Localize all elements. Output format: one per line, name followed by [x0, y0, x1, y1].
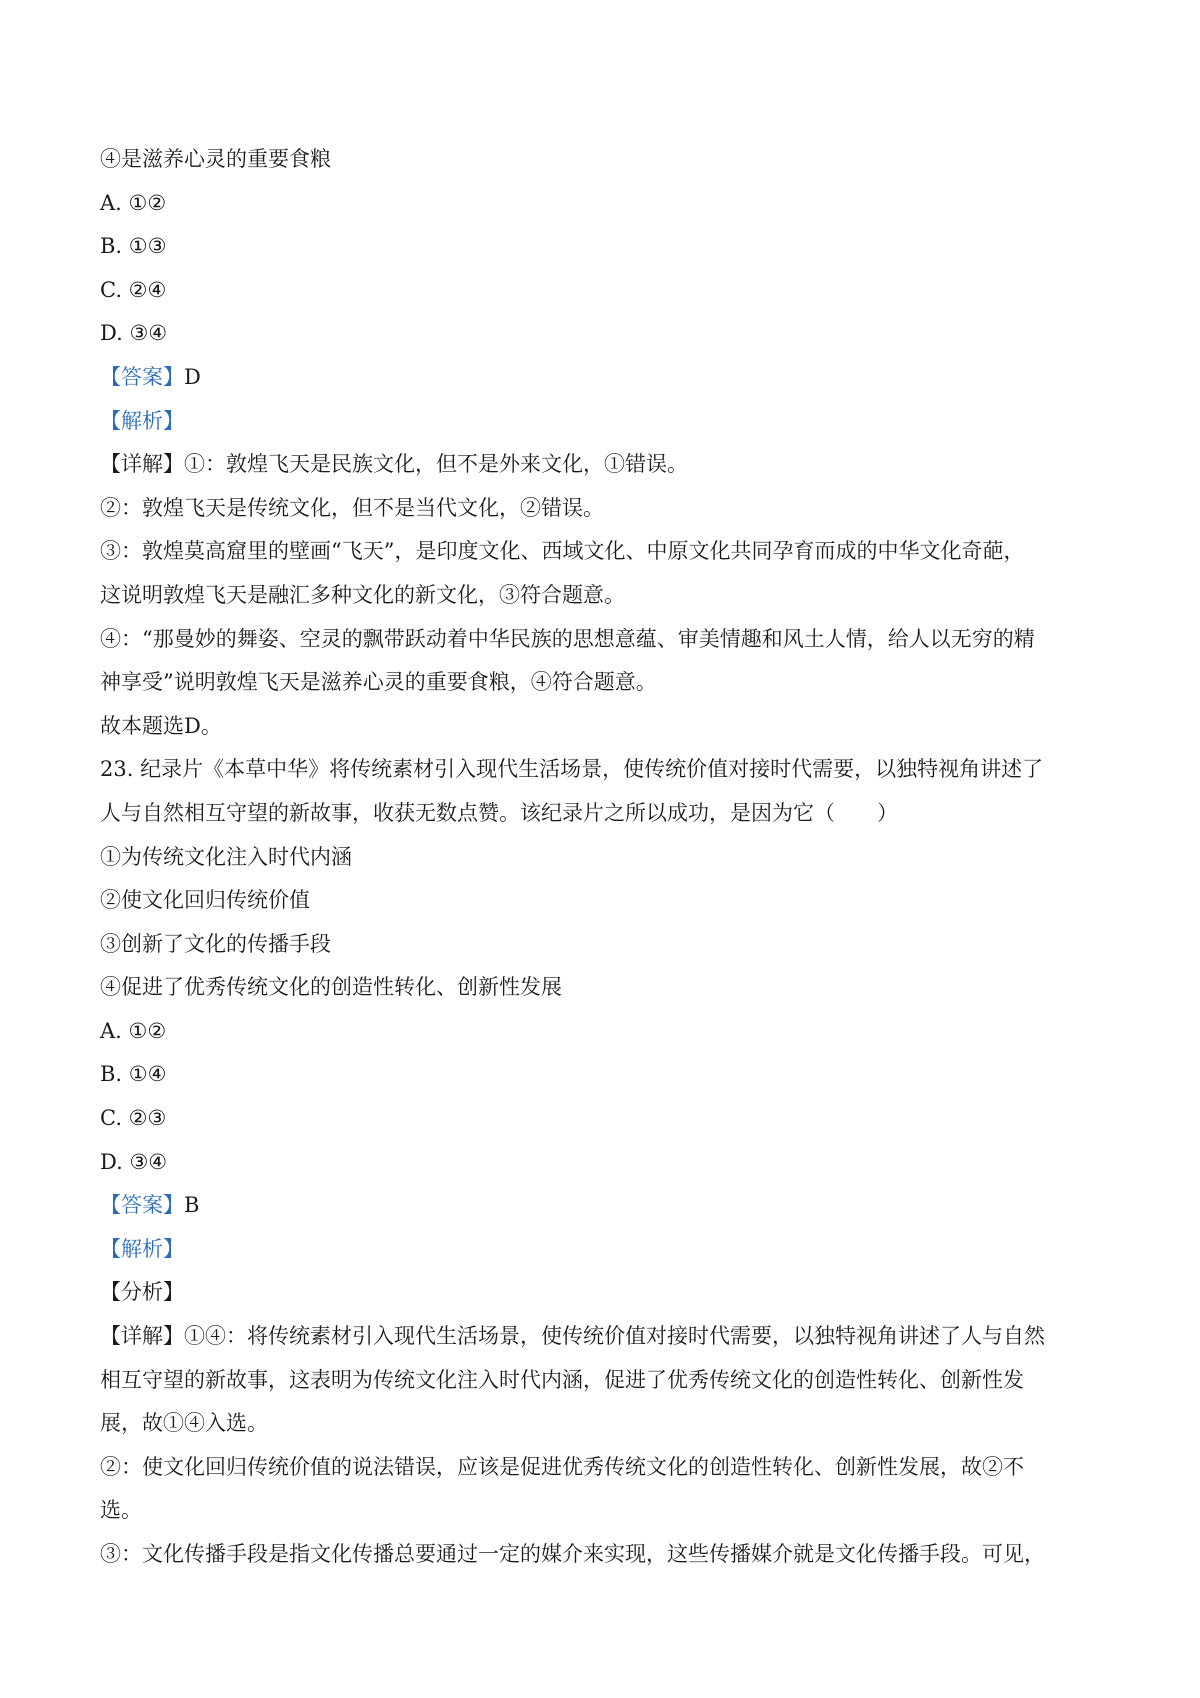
- q23-detail-line-4: ②：使文化回归传统价值的说法错误，应该是促进优秀传统文化的创造性转化、创新性发展，故②不: [100, 1454, 1024, 1479]
- q23-choice-a: A. ①②: [100, 1018, 167, 1043]
- q22-choice-c: C. ②④: [100, 277, 167, 302]
- q22-detail-line-5: ④：“那曼妙的舞姿、空灵的飘带跃动着中华民族的思想意蕴、审美情趣和风土人情，给人以无穷的精: [100, 626, 1035, 651]
- q23-fenxi-tag: 【分析】: [100, 1280, 184, 1305]
- answer-value: B: [184, 1193, 200, 1218]
- q22-answer: [100, 356, 1110, 400]
- q23-stem-line-1: 23. 纪录片《本草中华》将传统素材引入现代生活场景，使传统价值对接时代需要，以独特视角讲述了: [100, 757, 1044, 782]
- q23-detail-line-3: 展，故①④入选。: [100, 1411, 268, 1436]
- detail-text: ①④：将传统素材引入现代生活场景，使传统价值对接时代需要，以独特视角讲述了人与自然: [184, 1324, 1045, 1349]
- q22-choice-d: D. ③④: [100, 321, 168, 346]
- q23-detail-line-2: 相互守望的新故事，这表明为传统文化注入时代内涵，促进了优秀传统文化的创造性转化、创新性发: [100, 1367, 1024, 1392]
- q23-choice-b: B. ①④: [100, 1062, 167, 1087]
- q22-statement-4: ④是滋养心灵的重要食粮: [100, 147, 331, 171]
- answer-value: D: [184, 364, 201, 389]
- q23-analysis-tag: 【解析】: [100, 1236, 184, 1261]
- q23-choice-c: C. ②③: [100, 1106, 167, 1131]
- q23-statement-3: ③创新了文化的传播手段: [100, 931, 331, 956]
- q22-choice-b: B. ①③: [100, 234, 167, 259]
- detail-tag: 【详解】: [100, 1324, 184, 1349]
- answer-tag: 【答案】: [100, 1193, 184, 1218]
- q23-statement-4: ④促进了优秀传统文化的创造性转化、创新性发展: [100, 975, 562, 1000]
- q23-statement-2: ②使文化回归传统价值: [100, 888, 310, 913]
- detail-text: ①：敦煌飞天是民族文化，但不是外来文化，①错误。: [184, 452, 688, 477]
- q23-stem-line-2: 人与自然相互守望的新故事，收获无数点赞。该纪录片之所以成功，是因为它（ ）: [100, 800, 898, 825]
- q22-conclusion: 故本题选D。: [100, 713, 222, 738]
- q23-statement-1: ①为传统文化注入时代内涵: [100, 844, 352, 869]
- answer-tag: 【答案】: [100, 364, 184, 389]
- detail-tag: 【详解】: [100, 452, 184, 477]
- q23-detail-line-1: [100, 1315, 1110, 1359]
- q23-answer: [100, 1184, 1110, 1228]
- q22-detail-line-1: [100, 443, 1110, 487]
- q22-choice-a: A. ①②: [100, 190, 167, 215]
- q22-analysis-tag: 【解析】: [100, 408, 184, 433]
- q22-detail-line-6: 神享受”说明敦煌飞天是滋养心灵的重要食粮，④符合题意。: [100, 670, 657, 695]
- q22-detail-line-4: 这说明敦煌飞天是融汇多种文化的新文化，③符合题意。: [100, 582, 625, 607]
- document-content: [100, 138, 1110, 1577]
- q23-detail-line-5: 选。: [100, 1498, 142, 1523]
- q22-detail-line-3: ③：敦煌莫高窟里的壁画“飞天”，是印度文化、西域文化、中原文化共同孕育而成的中华文化奇葩，: [100, 539, 1025, 564]
- q23-choice-d: D. ③④: [100, 1149, 168, 1174]
- q22-detail-line-2: ②：敦煌飞天是传统文化，但不是当代文化，②错误。: [100, 495, 604, 520]
- q23-detail-line-6: ③：文化传播手段是指文化传播总要通过一定的媒介来实现，这些传播媒介就是文化传播手段。可见，: [100, 1542, 1045, 1566]
